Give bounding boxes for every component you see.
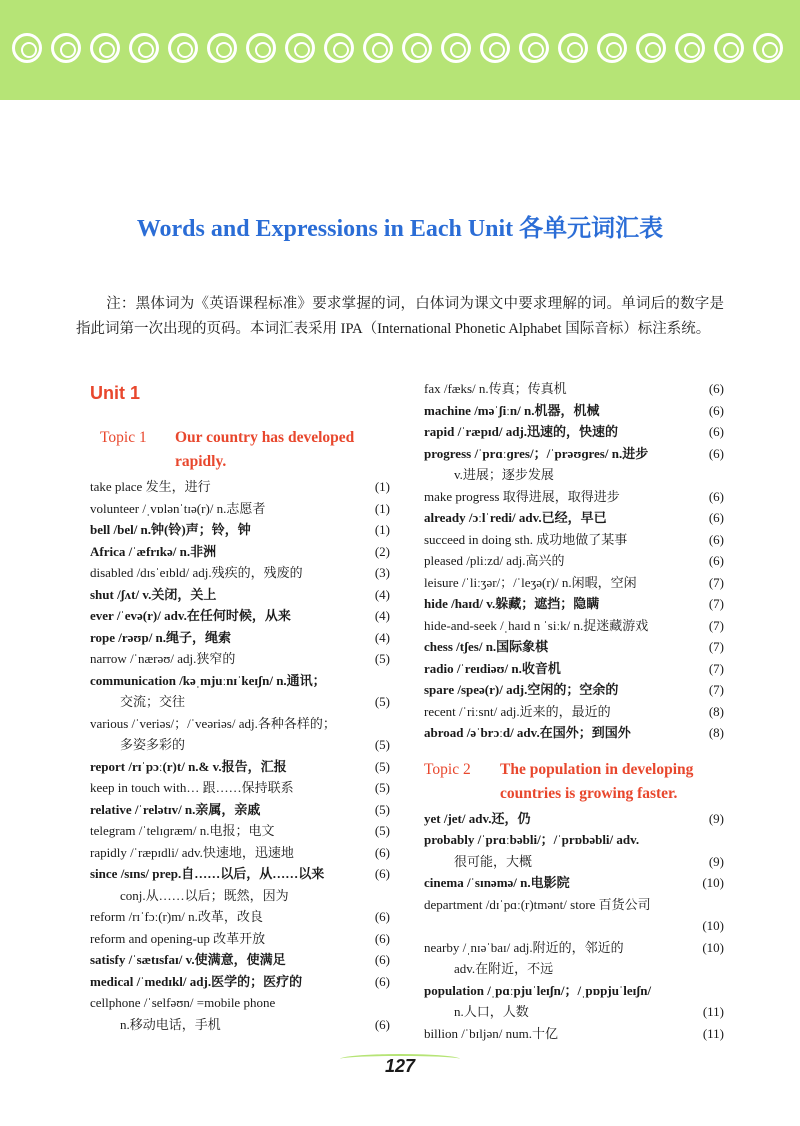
vocab-text: hide /haɪd/ v.躲藏；遮挡；隐瞒 xyxy=(424,596,600,611)
vocab-text: pleased /pliːzd/ adj.高兴的 xyxy=(424,553,565,568)
vocab-page: (7) xyxy=(708,574,724,590)
vocab-text: since /sɪns/ prep.自……以后，从……以来 xyxy=(90,866,325,881)
vocab-entry xyxy=(424,1001,724,1023)
vocab-page: (6) xyxy=(374,952,390,967)
ring-decoration xyxy=(285,33,315,63)
vocab-page: (6) xyxy=(374,930,390,946)
vocab-page: (7) xyxy=(708,596,724,611)
vocab-entry xyxy=(90,949,390,971)
vocab-page: (5) xyxy=(374,780,390,795)
note-paragraph xyxy=(76,292,724,342)
vocab-text: report /rɪˈpɔː(r)t/ n.& v.报告，汇报 xyxy=(90,758,287,774)
vocab-page xyxy=(364,713,390,735)
ring-decoration xyxy=(246,33,276,63)
vocab-entry xyxy=(90,885,390,907)
section-gap xyxy=(424,744,724,758)
vocab-text: Africa /ˈæfrɪkə/ n.非洲 xyxy=(90,543,217,559)
vocab-entry xyxy=(90,971,390,993)
vocab-page: (4) xyxy=(374,586,390,602)
vocab-entry xyxy=(90,670,390,692)
vocab-entry xyxy=(424,829,724,851)
vocab-entry xyxy=(424,915,724,937)
vocab-page: (9) xyxy=(708,810,724,826)
topic-2-label: Topic 2 xyxy=(424,760,471,778)
note-text: 注：黑体词为《英语课程标准》要求掌握的词，白体词为课文中要求理解的词。单词后的数字是指此词第一次出现的页码。本词汇表采用 IPA（International Phonetic Alphabet 国际音标）标注系统。 xyxy=(76,296,724,337)
vocab-page: (9) xyxy=(708,853,724,869)
vocab-entry xyxy=(424,872,724,894)
vocab-page: (6) xyxy=(708,424,724,439)
vocab-page: (6) xyxy=(708,553,724,568)
vocab-text: nearby /ˌnɪəˈbaɪ/ adj.附近的，邻近的 xyxy=(424,939,624,955)
vocab-text: probably /ˈprɑːbəbli/；/ˈprɒbəbli/ adv. xyxy=(424,832,640,847)
vocab-entry xyxy=(90,648,390,670)
vocab-text: 很可能，大概 xyxy=(454,853,533,869)
vocab-page: (3) xyxy=(374,565,390,580)
vocab-page: (10) xyxy=(702,918,724,933)
topic-2-title: The population in developing countries is growing faster. xyxy=(500,760,694,802)
vocab-text: rapid /ˈræpɪd/ adj.迅速的，快速的 xyxy=(424,424,619,439)
vocab-text: keep in touch with… 跟……保持联系 xyxy=(90,780,294,795)
topic-2-heading xyxy=(424,758,724,806)
vocab-page xyxy=(364,670,390,692)
vocab-text: conj.从……以后；既然，因为 xyxy=(120,887,289,903)
vocab-text: bell /bel/ n.钟(铃)声；铃，钟 xyxy=(90,522,251,537)
vocab-text: make progress 取得进展，取得进步 xyxy=(424,488,620,504)
vocab-text: abroad /əˈbrɔːd/ adv.在国外；到国外 xyxy=(424,725,631,740)
vocab-entry xyxy=(424,958,724,980)
left-column xyxy=(90,378,390,1035)
vocab-page: (2) xyxy=(374,543,390,559)
vocab-entry xyxy=(90,863,390,885)
page-number: 127 xyxy=(384,1056,416,1076)
vocab-text: 多姿多彩的 xyxy=(120,737,186,752)
vocab-page: (5) xyxy=(374,758,390,774)
vocab-page: (6) xyxy=(708,381,724,396)
vocab-entry xyxy=(424,400,724,422)
ring-decoration xyxy=(51,33,81,63)
ring-decoration xyxy=(714,33,744,63)
ring-decoration xyxy=(480,33,510,63)
vocab-entry xyxy=(424,550,724,572)
vocab-page: (5) xyxy=(374,801,390,817)
vocab-entry xyxy=(424,808,724,830)
vocab-entry xyxy=(90,756,390,778)
vocab-text: hide-and-seek /ˌhaɪd n ˈsiːk/ n.捉迷藏游戏 xyxy=(424,617,649,633)
vocab-page: (11) xyxy=(702,1004,724,1019)
vocab-entry xyxy=(424,507,724,529)
topic-1-heading xyxy=(90,426,390,474)
vocab-page: (6) xyxy=(708,488,724,504)
topic-1-label: Topic 1 xyxy=(100,429,147,446)
vocab-text: population /ˌpɑːpjuˈleɪʃn/；/ˌpɒpjuˈleɪʃn/ xyxy=(424,982,652,998)
vocab-entry xyxy=(424,615,724,637)
vocab-entry xyxy=(90,777,390,799)
vocab-page: (5) xyxy=(374,823,390,838)
vocab-entry xyxy=(424,679,724,701)
ring-decoration xyxy=(753,33,783,63)
vocab-entry xyxy=(90,541,390,563)
vocab-entry xyxy=(424,486,724,508)
word-list-right-topic1 xyxy=(424,378,724,744)
word-list-left xyxy=(90,476,390,1035)
vocab-entry xyxy=(90,842,390,864)
vocab-text: n.人口，人数 xyxy=(454,1004,529,1019)
ring-decoration xyxy=(363,33,393,63)
vocab-text: machine /məˈʃiːn/ n.机器，机械 xyxy=(424,402,600,418)
vocab-entry xyxy=(424,894,724,916)
vocab-entry xyxy=(90,476,390,498)
vocab-entry xyxy=(90,713,390,735)
ring-decoration xyxy=(675,33,705,63)
vocab-entry xyxy=(90,562,390,584)
vocab-entry xyxy=(424,701,724,723)
vocab-text: n.移动电话，手机 xyxy=(120,1016,221,1032)
vocab-page: (5) xyxy=(374,694,390,709)
unit-title: Unit 1 xyxy=(90,383,141,403)
topic-1-title: Our country has developed rapidly. xyxy=(175,429,355,470)
vocab-entry xyxy=(90,519,390,541)
vocab-page: (7) xyxy=(708,617,724,633)
vocab-entry xyxy=(424,464,724,486)
vocab-page: (6) xyxy=(708,531,724,547)
page-footer xyxy=(340,1050,460,1084)
vocab-page xyxy=(698,894,724,916)
ring-decoration xyxy=(168,33,198,63)
vocab-text: rapidly /ˈræpɪdli/ adv.快速地，迅速地 xyxy=(90,844,294,860)
vocab-entry xyxy=(90,498,390,520)
vocab-entry xyxy=(90,734,390,756)
vocab-text: volunteer /ˌvɒlənˈtɪə(r)/ n.志愿者 xyxy=(90,500,266,516)
vocab-text: various /ˈveriəs/；/ˈveəriəs/ adj.各种各样的； xyxy=(90,715,336,731)
vocab-page: (11) xyxy=(702,1025,724,1041)
vocab-page xyxy=(364,885,390,907)
vocab-page: (8) xyxy=(708,725,724,740)
vocab-text: billion /ˈbɪljən/ num.十亿 xyxy=(424,1025,558,1041)
vocab-page: (6) xyxy=(374,844,390,860)
vocab-entry xyxy=(90,820,390,842)
vocab-entry xyxy=(424,1023,724,1045)
vocab-entry xyxy=(90,992,390,1014)
vocab-page: (6) xyxy=(708,445,724,461)
vocab-text: radio /ˈreɪdiəʊ/ n.收音机 xyxy=(424,660,561,676)
vocab-page: (1) xyxy=(374,500,390,516)
vocab-text: satisfy /ˈsætɪsfaɪ/ v.使满意，使满足 xyxy=(90,952,286,967)
header-banner xyxy=(0,0,800,100)
vocab-text: succeed in doing sth. 成功地做了某事 xyxy=(424,531,628,547)
word-list-right-topic2 xyxy=(424,808,724,1045)
vocab-text: rope /rəʊp/ n.绳子，绳索 xyxy=(90,629,232,645)
ring-decoration xyxy=(12,33,42,63)
vocab-text: reform /rɪˈfɔː(r)m/ n.改革，改良 xyxy=(90,909,263,924)
vocab-entry xyxy=(424,593,724,615)
vocab-text: shut /ʃʌt/ v.关闭，关上 xyxy=(90,586,217,602)
vocab-text: fax /fæks/ n.传真；传真机 xyxy=(424,381,567,396)
vocab-entry xyxy=(424,443,724,465)
vocab-text: relative /ˈrelətɪv/ n.亲属，亲戚 xyxy=(90,801,261,817)
vocab-text: reform and opening-up 改革开放 xyxy=(90,930,266,946)
vocab-page xyxy=(698,980,724,1002)
ring-decoration xyxy=(402,33,432,63)
ring-decoration xyxy=(441,33,471,63)
vocab-entry xyxy=(424,937,724,959)
vocab-page xyxy=(698,958,724,980)
vocab-entry xyxy=(424,421,724,443)
vocab-page: (5) xyxy=(374,651,390,666)
vocab-text: already /ɔːlˈredi/ adv.已经，早已 xyxy=(424,510,607,525)
ring-decoration xyxy=(90,33,120,63)
vocab-text: spare /speə(r)/ adj.空闲的；空余的 xyxy=(424,682,619,697)
vocab-text: recent /ˈriːsnt/ adj.近来的，最近的 xyxy=(424,703,611,719)
vocab-entry xyxy=(424,529,724,551)
vocab-entry xyxy=(90,906,390,928)
vocab-entry xyxy=(90,799,390,821)
vocab-page: (10) xyxy=(702,939,724,955)
vocab-text: narrow /ˈnærəʊ/ adj.狭窄的 xyxy=(90,651,236,666)
ring-decoration xyxy=(597,33,627,63)
page-title: Words and Expressions in Each Unit 各单元词汇表 xyxy=(136,216,664,242)
vocab-text xyxy=(424,915,698,937)
vocab-page: (6) xyxy=(374,866,390,881)
vocab-entry xyxy=(90,691,390,713)
vocab-page: (7) xyxy=(708,639,724,654)
vocab-page: (6) xyxy=(708,510,724,525)
vocab-entry xyxy=(90,627,390,649)
vocab-text: take place 发生，进行 xyxy=(90,479,211,494)
vocab-entry xyxy=(424,722,724,744)
vocab-page: (6) xyxy=(708,402,724,418)
ring-decoration xyxy=(558,33,588,63)
vocab-text: telegram /ˈtelɪɡræm/ n.电报；电文 xyxy=(90,823,275,838)
vocab-page xyxy=(698,829,724,851)
vocab-entry xyxy=(424,980,724,1002)
vocab-page: (8) xyxy=(708,703,724,719)
ring-decoration xyxy=(207,33,237,63)
vocab-page: (1) xyxy=(374,522,390,537)
vocab-page: (6) xyxy=(374,973,390,989)
vocab-text: v.进展；逐步发展 xyxy=(454,467,554,482)
vocab-entry xyxy=(90,605,390,627)
vocab-entry xyxy=(90,584,390,606)
vocab-text: communication /kəˌmjuːnɪˈkeɪʃn/ n.通讯； xyxy=(90,672,326,688)
vocab-page: (6) xyxy=(374,1016,390,1032)
vocab-entry xyxy=(424,572,724,594)
vocab-entry xyxy=(424,851,724,873)
vocab-text: disabled /dɪsˈeɪbld/ adj.残疾的，残废的 xyxy=(90,565,303,580)
vocab-entry xyxy=(424,636,724,658)
vocab-text: chess /tʃes/ n.国际象棋 xyxy=(424,639,549,654)
vocab-text: 交流；交往 xyxy=(120,694,186,709)
vocab-page: (7) xyxy=(708,660,724,676)
vocab-entry xyxy=(90,928,390,950)
vocab-text: ever /ˈevə(r)/ adv.在任何时候，从来 xyxy=(90,608,291,623)
vocab-page: (1) xyxy=(374,479,390,494)
vocab-text: adv.在附近，不远 xyxy=(454,961,554,976)
vocab-page xyxy=(698,464,724,486)
vocab-entry xyxy=(424,658,724,680)
vocab-page: (6) xyxy=(374,909,390,924)
vocab-page: (5) xyxy=(374,737,390,752)
decorative-rings xyxy=(12,33,792,69)
vocab-page: (10) xyxy=(702,875,724,890)
ring-decoration xyxy=(519,33,549,63)
ring-decoration xyxy=(129,33,159,63)
right-column xyxy=(424,378,724,1044)
vocab-page xyxy=(364,992,390,1014)
vocab-text: medical /ˈmedɪkl/ adj.医学的；医疗的 xyxy=(90,973,303,989)
vocab-text: cinema /ˈsɪnəmə/ n.电影院 xyxy=(424,875,570,890)
ring-decoration xyxy=(636,33,666,63)
vocab-text: yet /jet/ adv.还，仍 xyxy=(424,810,531,826)
vocab-page: (7) xyxy=(708,682,724,697)
vocab-entry xyxy=(424,378,724,400)
vocab-text: cellphone /ˈselfəʊn/ =mobile phone xyxy=(90,995,276,1010)
vocab-entry xyxy=(90,1014,390,1036)
vocab-text: progress /ˈprɑːɡres/；/ˈprəʊɡres/ n.进步 xyxy=(424,445,649,461)
vocab-page: (4) xyxy=(374,629,390,645)
vocab-text: leisure /ˈliːʒər/；/ˈleʒə(r)/ n.闲暇，空闲 xyxy=(424,574,637,590)
vocab-text: department /dɪˈpɑː(r)tmənt/ store 百货公司 xyxy=(424,896,651,912)
vocab-page: (4) xyxy=(374,608,390,623)
ring-decoration xyxy=(324,33,354,63)
